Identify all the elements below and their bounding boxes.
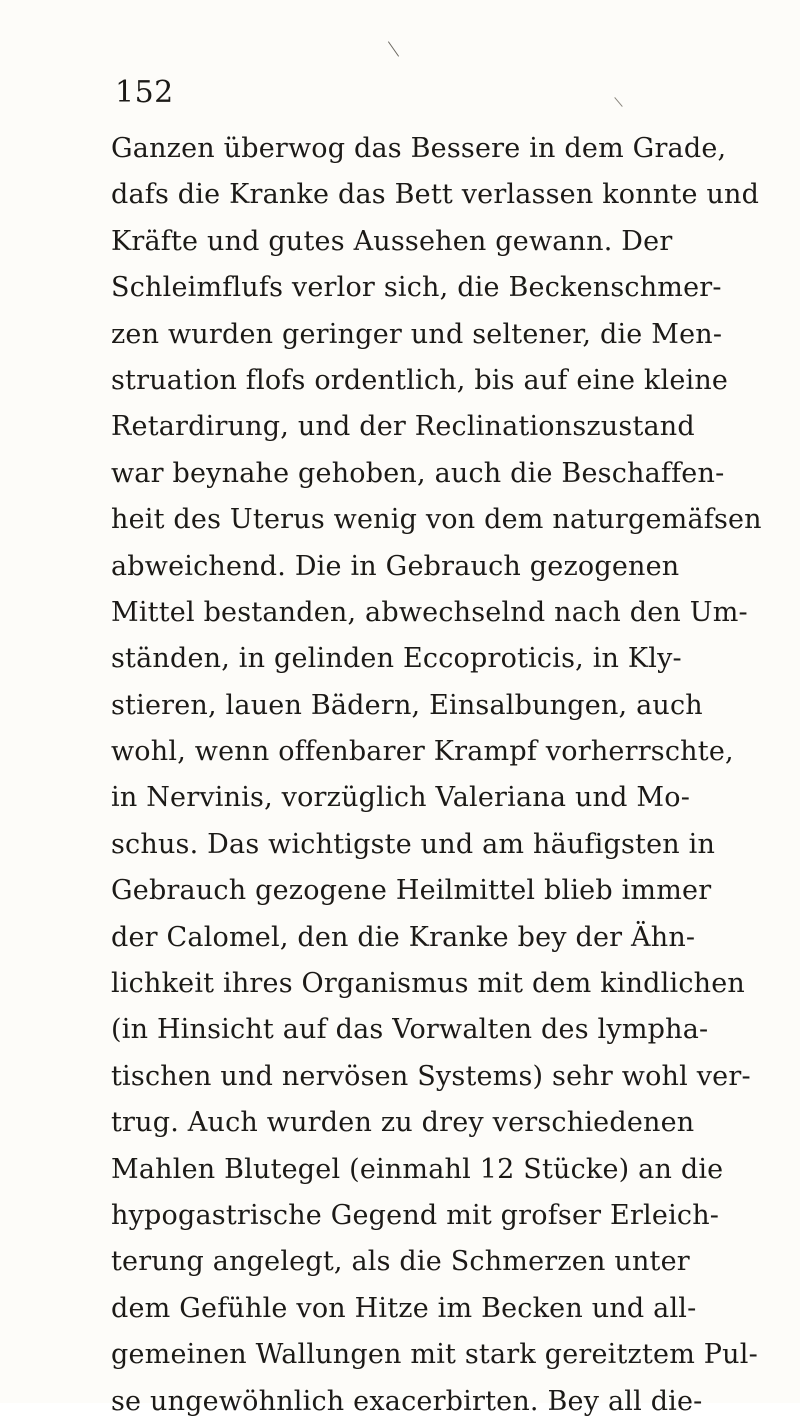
text-line: ständen, in gelinden Eccoproticis, in Kly- bbox=[111, 643, 682, 675]
text-line: trug. Auch wurden zu drey verschiedenen bbox=[111, 1107, 695, 1139]
text-line: Schleimflufs verlor sich, die Beckenschmer- bbox=[111, 272, 722, 304]
text-line: Gebrauch gezogene Heilmittel blieb immer bbox=[111, 875, 712, 907]
text-line: dem Gefühle von Hitze im Becken und all- bbox=[111, 1292, 697, 1324]
text-line: Ganzen überwog das Bessere in dem Grade, bbox=[111, 133, 727, 164]
text-line: Mahlen Blutegel (einmahl 12 Stücke) an die bbox=[111, 1153, 724, 1185]
text-line: dafs die Kranke das Bett verlassen konnte und bbox=[111, 179, 760, 211]
text-line: struation flofs ordentlich, bis auf eine kleine bbox=[111, 364, 729, 396]
text-line: lichkeit ihres Organismus mit dem kindlichen bbox=[111, 968, 746, 1000]
text-line: tischen und nervösen Systems) sehr wohl ver- bbox=[111, 1060, 751, 1092]
text-line: der Calomel, den die Kranke bey der Ähn- bbox=[111, 921, 696, 953]
text-line: abweichend. Die in Gebrauch gezogenen bbox=[111, 550, 680, 582]
text-line: heit des Uterus wenig von dem naturgemäfsen bbox=[111, 504, 762, 536]
text-line: Retardirung, und der Reclinationszustand bbox=[111, 411, 695, 443]
text-line: war beynahe gehoben, auch die Beschaffen- bbox=[111, 457, 725, 489]
text-line: Kräfte und gutes Aussehen gewann. Der bbox=[111, 225, 673, 257]
text-line: zen wurden geringer und seltener, die Men- bbox=[111, 318, 723, 350]
body-text bbox=[111, 126, 771, 1425]
ink-mark bbox=[388, 41, 399, 56]
text-line: stieren, lauen Bädern, Einsalbungen, auch bbox=[111, 689, 703, 721]
text-line: Mittel bestanden, abwechselnd nach den Um- bbox=[111, 596, 748, 628]
text-line: (in Hinsicht auf das Vorwalten des lympha- bbox=[111, 1014, 709, 1046]
page-number: 152 bbox=[115, 75, 174, 110]
ink-mark bbox=[614, 97, 622, 107]
text-line: se ungewöhnlich exacerbirten. Bey all die- bbox=[111, 1385, 703, 1417]
text-line: schus. Das wichtigste und am häufigsten in bbox=[111, 828, 716, 860]
text-line: wohl, wenn offenbarer Krampf vorherrschte, bbox=[111, 736, 734, 768]
text-line: terung angelegt, als die Schmerzen unter bbox=[111, 1246, 690, 1278]
text-line: gemeinen Wallungen mit stark gereitztem Pul- bbox=[111, 1339, 758, 1371]
text-line: hypogastrische Gegend mit grofser Erleich- bbox=[111, 1199, 720, 1231]
text-line: in Nervinis, vorzüglich Valeriana und Mo- bbox=[111, 782, 691, 814]
